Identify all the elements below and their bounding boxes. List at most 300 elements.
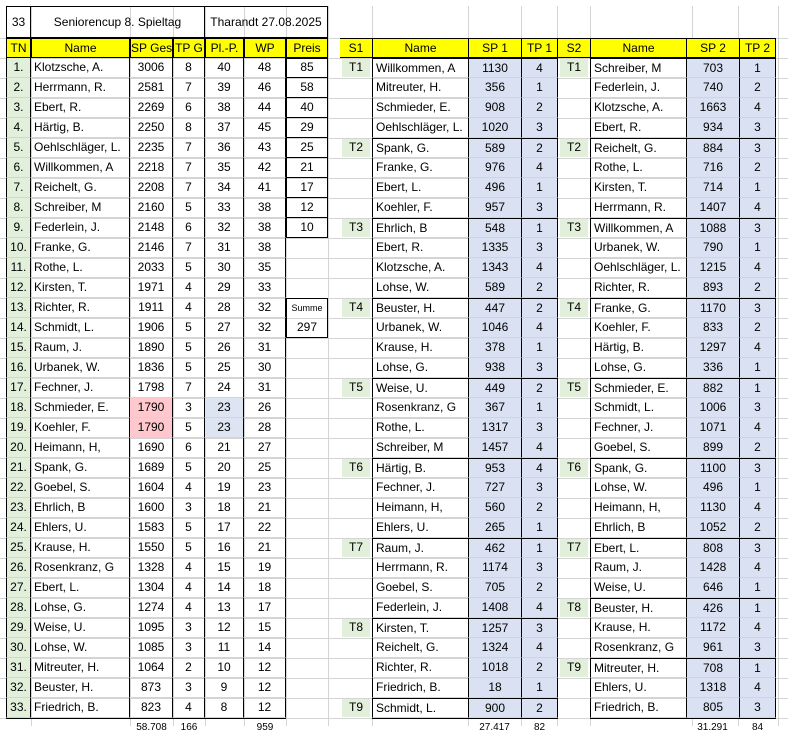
wp-points: 19 (244, 558, 286, 578)
tp-total: 6 (173, 98, 205, 118)
round1-player-name: Herrmann, R. (372, 558, 468, 578)
round2-player-name: Beuster, H. (590, 598, 686, 618)
rank-cell: 12. (6, 278, 31, 298)
prize-cell: 10 (286, 218, 328, 238)
player-name: Koehler, F. (31, 418, 130, 438)
round2-tp: 4 (739, 98, 776, 118)
round2-sp: 1170 (686, 298, 739, 318)
round2-tp: 4 (739, 558, 776, 578)
tp-total: 5 (173, 418, 205, 438)
round1-player-name: Federlein, J. (372, 598, 468, 618)
standings-header-7: Preis (286, 38, 328, 58)
round1-sp: 1018 (468, 658, 521, 678)
round2-player-name: Krause, H. (590, 618, 686, 638)
round2-table-label: T9 (560, 659, 588, 677)
wp-points: 44 (244, 98, 286, 118)
prize-cell: 40 (286, 98, 328, 118)
rank-cell: 6. (6, 158, 31, 178)
sp-total: 2146 (130, 238, 173, 258)
round1-player-name: Raum, J. (372, 538, 468, 558)
wp-points: 23 (244, 478, 286, 498)
player-name: Schmidt, L. (31, 318, 130, 338)
round2-tp: 1 (739, 378, 776, 398)
round1-sp: 496 (468, 178, 521, 198)
round1-player-name: Richter, R. (372, 658, 468, 678)
round1-sp: 1324 (468, 638, 521, 658)
sp-total: 2033 (130, 258, 173, 278)
tp-total: 4 (173, 278, 205, 298)
round1-tp: 3 (521, 478, 558, 498)
placement-points: 36 (205, 138, 244, 158)
round1-tp: 4 (521, 638, 558, 658)
rank-cell: 20. (6, 438, 31, 458)
player-name: Franke, G. (31, 238, 130, 258)
round1-player-name: Krause, H. (372, 338, 468, 358)
round1-sp: 900 (468, 698, 521, 718)
round1-tp: 3 (521, 118, 558, 138)
wp-points: 31 (244, 338, 286, 358)
round2-table-label: T5 (560, 379, 588, 397)
prize-cell: 12 (286, 198, 328, 218)
round2-tp: 3 (739, 638, 776, 658)
wp-points: 42 (244, 158, 286, 178)
round1-sp: 1457 (468, 438, 521, 458)
round1-player-name: Lohse, W. (372, 278, 468, 298)
sp-total: 2235 (130, 138, 173, 158)
rank-cell: 8. (6, 198, 31, 218)
prize-cell: 58 (286, 78, 328, 98)
rank-cell: 26. (6, 558, 31, 578)
sp-total: 873 (130, 678, 173, 698)
placement-points: 23 (205, 398, 244, 418)
round2-player-name: Federlein, J. (590, 78, 686, 98)
round1-table-label: T9 (342, 699, 370, 717)
round1-sp: 462 (468, 538, 521, 558)
placement-points: 34 (205, 178, 244, 198)
round2-tp: 4 (739, 618, 776, 638)
placement-points: 15 (205, 558, 244, 578)
round1-sp: 1343 (468, 258, 521, 278)
sp-total: 1911 (130, 298, 173, 318)
round2-player-name: Heimann, H, (590, 498, 686, 518)
round2-tp: 2 (739, 318, 776, 338)
round1-sp: 265 (468, 518, 521, 538)
tp-total: 8 (173, 118, 205, 138)
round2-tp: 1 (739, 358, 776, 378)
round2-table-label: T4 (560, 299, 588, 317)
rank-cell: 27. (6, 578, 31, 598)
sp-total: 2269 (130, 98, 173, 118)
player-name: Richter, R. (31, 298, 130, 318)
prize-cell: 21 (286, 158, 328, 178)
rank-cell: 17. (6, 378, 31, 398)
placement-points: 37 (205, 118, 244, 138)
round1-header-1: S1 (340, 38, 372, 58)
placement-points: 25 (205, 358, 244, 378)
round2-player-name: Schmidt, L. (590, 398, 686, 418)
wp-points: 21 (244, 498, 286, 518)
round2-tp: 2 (739, 158, 776, 178)
round2-player-name: Klotzsche, A. (590, 98, 686, 118)
round1-table-label: T2 (342, 139, 370, 157)
round2-player-name: Mitreuter, H. (590, 658, 686, 678)
round2-tp: 2 (739, 278, 776, 298)
round2-sp: 1428 (686, 558, 739, 578)
rank-cell: 29. (6, 618, 31, 638)
round2-table-label: T6 (560, 459, 588, 477)
round1-player-name: Friedrich, B. (372, 678, 468, 698)
round2-sp: 646 (686, 578, 739, 598)
placement-points: 19 (205, 478, 244, 498)
round2-player-name: Fechner, J. (590, 418, 686, 438)
round2-tp: 3 (739, 698, 776, 718)
sp-total: 2160 (130, 198, 173, 218)
player-name: Weise, U. (31, 618, 130, 638)
round2-total-tp: 84 (751, 722, 764, 733)
round2-player-name: Lohse, G. (590, 358, 686, 378)
round2-player-name: Ehlers, U. (590, 678, 686, 698)
round1-player-name: Härtig, B. (372, 458, 468, 478)
round2-tp: 3 (739, 138, 776, 158)
player-name: Klotzsche, A. (31, 58, 130, 78)
round2-total-sp: 31.291 (697, 722, 728, 733)
wp-points: 30 (244, 358, 286, 378)
round2-player-name: Koehler, F. (590, 318, 686, 338)
wp-points: 31 (244, 378, 286, 398)
wp-points: 32 (244, 298, 286, 318)
player-name: Spank, G. (31, 458, 130, 478)
placement-points: 21 (205, 438, 244, 458)
player-name: Raum, J. (31, 338, 130, 358)
wp-points: 38 (244, 218, 286, 238)
round2-tp: 4 (739, 498, 776, 518)
sheet-title: Seniorencup 8. Spieltag (31, 6, 205, 38)
tp-total: 5 (173, 258, 205, 278)
round1-sp: 727 (468, 478, 521, 498)
round2-player-name: Spank, G. (590, 458, 686, 478)
round2-tp: 1 (739, 478, 776, 498)
sp-total: 1085 (130, 638, 173, 658)
wp-points: 18 (244, 578, 286, 598)
round2-player-name: Willkommen, A (590, 218, 686, 238)
sheet-place-date: Tharandt 27.08.2025 (205, 6, 328, 38)
wp-points: 46 (244, 78, 286, 98)
sp-total: 1836 (130, 358, 173, 378)
sp-total: 2208 (130, 178, 173, 198)
placement-points: 18 (205, 498, 244, 518)
round1-header-2: Name (372, 38, 468, 58)
sp-total: 2148 (130, 218, 173, 238)
player-name: Rosenkranz, G (31, 558, 130, 578)
round1-player-name: Schmidt, L. (372, 698, 468, 718)
round1-tp: 1 (521, 518, 558, 538)
round1-sp: 1317 (468, 418, 521, 438)
round1-sp: 548 (468, 218, 521, 238)
wp-points: 25 (244, 458, 286, 478)
round1-sp: 356 (468, 78, 521, 98)
tp-total: 7 (173, 138, 205, 158)
prize-box (286, 58, 328, 238)
round2-player-name: Schreiber, M (590, 58, 686, 78)
round2-tp: 1 (739, 58, 776, 78)
tp-total: 5 (173, 318, 205, 338)
round2-sp: 1071 (686, 418, 739, 438)
tp-total: 4 (173, 298, 205, 318)
round1-sp: 1174 (468, 558, 521, 578)
round2-header-4: TP 2 (739, 38, 776, 58)
round2-player-name: Raum, J. (590, 558, 686, 578)
round1-table-label: T3 (342, 219, 370, 237)
rank-cell: 32. (6, 678, 31, 698)
player-name: Fechner, J. (31, 378, 130, 398)
round2-player-name: Lohse, W. (590, 478, 686, 498)
round2-player-name: Oehlschläger, L. (590, 258, 686, 278)
sp-total: 1064 (130, 658, 173, 678)
sp-total: 1304 (130, 578, 173, 598)
round1-sp: 18 (468, 678, 521, 698)
placement-points: 13 (205, 598, 244, 618)
player-name: Krause, H. (31, 538, 130, 558)
tp-total: 7 (173, 78, 205, 98)
sp-total: 1550 (130, 538, 173, 558)
sp-total: 2581 (130, 78, 173, 98)
round1-tp: 3 (521, 418, 558, 438)
round2-sp: 899 (686, 438, 739, 458)
rank-cell: 24. (6, 518, 31, 538)
wp-points: 26 (244, 398, 286, 418)
rank-cell: 23. (6, 498, 31, 518)
rank-cell: 13. (6, 298, 31, 318)
tp-total: 2 (173, 658, 205, 678)
wp-points: 14 (244, 638, 286, 658)
round1-tp: 2 (521, 98, 558, 118)
player-name: Goebel, S. (31, 478, 130, 498)
round1-sp: 705 (468, 578, 521, 598)
round1-tp: 4 (521, 258, 558, 278)
round1-tp: 3 (521, 358, 558, 378)
placement-points: 17 (205, 518, 244, 538)
round1-player-name: Kirsten, T. (372, 618, 468, 638)
round2-sp: 1172 (686, 618, 739, 638)
player-name: Lohse, G. (31, 598, 130, 618)
player-name: Schreiber, M (31, 198, 130, 218)
round1-table-label: T4 (342, 299, 370, 317)
round1-sp: 378 (468, 338, 521, 358)
tp-total: 5 (173, 198, 205, 218)
round2-sp: 808 (686, 538, 739, 558)
round1-sp: 938 (468, 358, 521, 378)
wp-points: 12 (244, 678, 286, 698)
round1-sp: 1257 (468, 618, 521, 638)
sp-total: 3006 (130, 58, 173, 78)
round1-sp: 589 (468, 278, 521, 298)
placement-points: 23 (205, 418, 244, 438)
round2-tp: 3 (739, 398, 776, 418)
round1-tp: 1 (521, 398, 558, 418)
round2-player-name: Ehrlich, B (590, 518, 686, 538)
standings-header-5: Pl.-P. (205, 38, 244, 58)
round2-tp: 1 (739, 578, 776, 598)
round1-player-name: Fechner, J. (372, 478, 468, 498)
round1-player-name: Schmieder, E. (372, 98, 468, 118)
round1-player-name: Ebert, L. (372, 178, 468, 198)
round2-player-name: Ebert, R. (590, 118, 686, 138)
round1-player-name: Urbanek, W. (372, 318, 468, 338)
wp-points: 21 (244, 538, 286, 558)
sp-total: 1906 (130, 318, 173, 338)
rank-cell: 33. (6, 698, 31, 718)
standings-header-6: WP (244, 38, 286, 58)
round1-sp: 908 (468, 98, 521, 118)
sp-total: 1689 (130, 458, 173, 478)
wp-points: 32 (244, 318, 286, 338)
total-tp-g: 166 (180, 722, 198, 733)
round1-sp: 953 (468, 458, 521, 478)
sp-total: 2218 (130, 158, 173, 178)
round1-player-name: Koehler, F. (372, 198, 468, 218)
player-name: Ebert, L. (31, 578, 130, 598)
round1-sp: 560 (468, 498, 521, 518)
rank-cell: 3. (6, 98, 31, 118)
tp-total: 5 (173, 538, 205, 558)
wp-points: 28 (244, 418, 286, 438)
player-name: Beuster, H. (31, 678, 130, 698)
round2-sp: 882 (686, 378, 739, 398)
player-name: Federlein, J. (31, 218, 130, 238)
placement-points: 38 (205, 98, 244, 118)
wp-points: 35 (244, 258, 286, 278)
wp-points: 45 (244, 118, 286, 138)
rank-cell: 7. (6, 178, 31, 198)
round2-sp: 716 (686, 158, 739, 178)
round2-sp: 1006 (686, 398, 739, 418)
round1-tp: 4 (521, 438, 558, 458)
tp-total: 7 (173, 178, 205, 198)
round1-sp: 1046 (468, 318, 521, 338)
placement-points: 11 (205, 638, 244, 658)
round1-tp: 4 (521, 458, 558, 478)
tp-total: 7 (173, 378, 205, 398)
rank-cell: 15. (6, 338, 31, 358)
round1-player-name: Rothe, L. (372, 418, 468, 438)
round1-tp: 2 (521, 658, 558, 678)
round2-player-name: Urbanek, W. (590, 238, 686, 258)
round1-tp: 1 (521, 218, 558, 238)
round2-tp: 4 (739, 258, 776, 278)
prize-cell: 297 (286, 318, 328, 338)
round2-tp: 3 (739, 538, 776, 558)
sp-total: 1583 (130, 518, 173, 538)
tp-total: 3 (173, 398, 205, 418)
round1-tp: 3 (521, 238, 558, 258)
player-name: Ehlers, U. (31, 518, 130, 538)
sp-total: 1790 (130, 418, 173, 438)
player-name: Urbanek, W. (31, 358, 130, 378)
tp-total: 3 (173, 498, 205, 518)
placement-points: 10 (205, 658, 244, 678)
round2-table-label: T3 (560, 219, 588, 237)
placement-points: 24 (205, 378, 244, 398)
round2-header-3: SP 2 (686, 38, 739, 58)
rank-cell: 4. (6, 118, 31, 138)
round1-tp: 1 (521, 538, 558, 558)
sp-total: 1328 (130, 558, 173, 578)
round1-header-4: TP 1 (521, 38, 558, 58)
round1-total-tp: 82 (533, 722, 546, 733)
tp-total: 3 (173, 678, 205, 698)
wp-points: 41 (244, 178, 286, 198)
round2-sp: 833 (686, 318, 739, 338)
rank-cell: 11. (6, 258, 31, 278)
sp-total: 1690 (130, 438, 173, 458)
sp-total: 1274 (130, 598, 173, 618)
round1-tp: 3 (521, 558, 558, 578)
tp-total: 7 (173, 158, 205, 178)
wp-points: 15 (244, 618, 286, 638)
wp-points: 27 (244, 438, 286, 458)
round2-sp: 1663 (686, 98, 739, 118)
round2-sp: 496 (686, 478, 739, 498)
tp-total: 3 (173, 638, 205, 658)
round1-header-3: SP 1 (468, 38, 521, 58)
wp-points: 22 (244, 518, 286, 538)
round2-sp: 336 (686, 358, 739, 378)
round2-sp: 1100 (686, 458, 739, 478)
placement-points: 12 (205, 618, 244, 638)
player-name: Ehrlich, B (31, 498, 130, 518)
round2-sp: 1407 (686, 198, 739, 218)
round1-sp: 1335 (468, 238, 521, 258)
rank-cell: 1. (6, 58, 31, 78)
player-name: Willkommen, A (31, 158, 130, 178)
placement-points: 14 (205, 578, 244, 598)
rank-cell: 19. (6, 418, 31, 438)
round1-sp: 1130 (468, 58, 521, 78)
placement-points: 16 (205, 538, 244, 558)
sp-total: 1095 (130, 618, 173, 638)
round1-tp: 1 (521, 178, 558, 198)
tp-total: 4 (173, 478, 205, 498)
round1-sp: 1408 (468, 598, 521, 618)
round1-table-label: T8 (342, 619, 370, 637)
wp-points: 12 (244, 698, 286, 718)
round1-tp: 4 (521, 318, 558, 338)
round2-sp: 1297 (686, 338, 739, 358)
wp-points: 17 (244, 598, 286, 618)
round1-tp: 2 (521, 298, 558, 318)
round2-tp: 1 (739, 598, 776, 618)
placement-points: 33 (205, 198, 244, 218)
standings-header-2: Name (31, 38, 130, 58)
round1-tp: 4 (521, 598, 558, 618)
round1-tp: 2 (521, 698, 558, 718)
round2-player-name: Franke, G. (590, 298, 686, 318)
round2-player-name: Herrmann, R. (590, 198, 686, 218)
round2-sp: 934 (686, 118, 739, 138)
placement-points: 26 (205, 338, 244, 358)
round1-table-label: T5 (342, 379, 370, 397)
round2-player-name: Rosenkranz, G (590, 638, 686, 658)
round2-sp: 714 (686, 178, 739, 198)
round2-tp: 4 (739, 678, 776, 698)
player-name: Kirsten, T. (31, 278, 130, 298)
player-name: Heimann, H, (31, 438, 130, 458)
round2-sp: 740 (686, 78, 739, 98)
placement-points: 9 (205, 678, 244, 698)
tp-total: 4 (173, 578, 205, 598)
round2-tp: 2 (739, 78, 776, 98)
placement-points: 8 (205, 698, 244, 718)
